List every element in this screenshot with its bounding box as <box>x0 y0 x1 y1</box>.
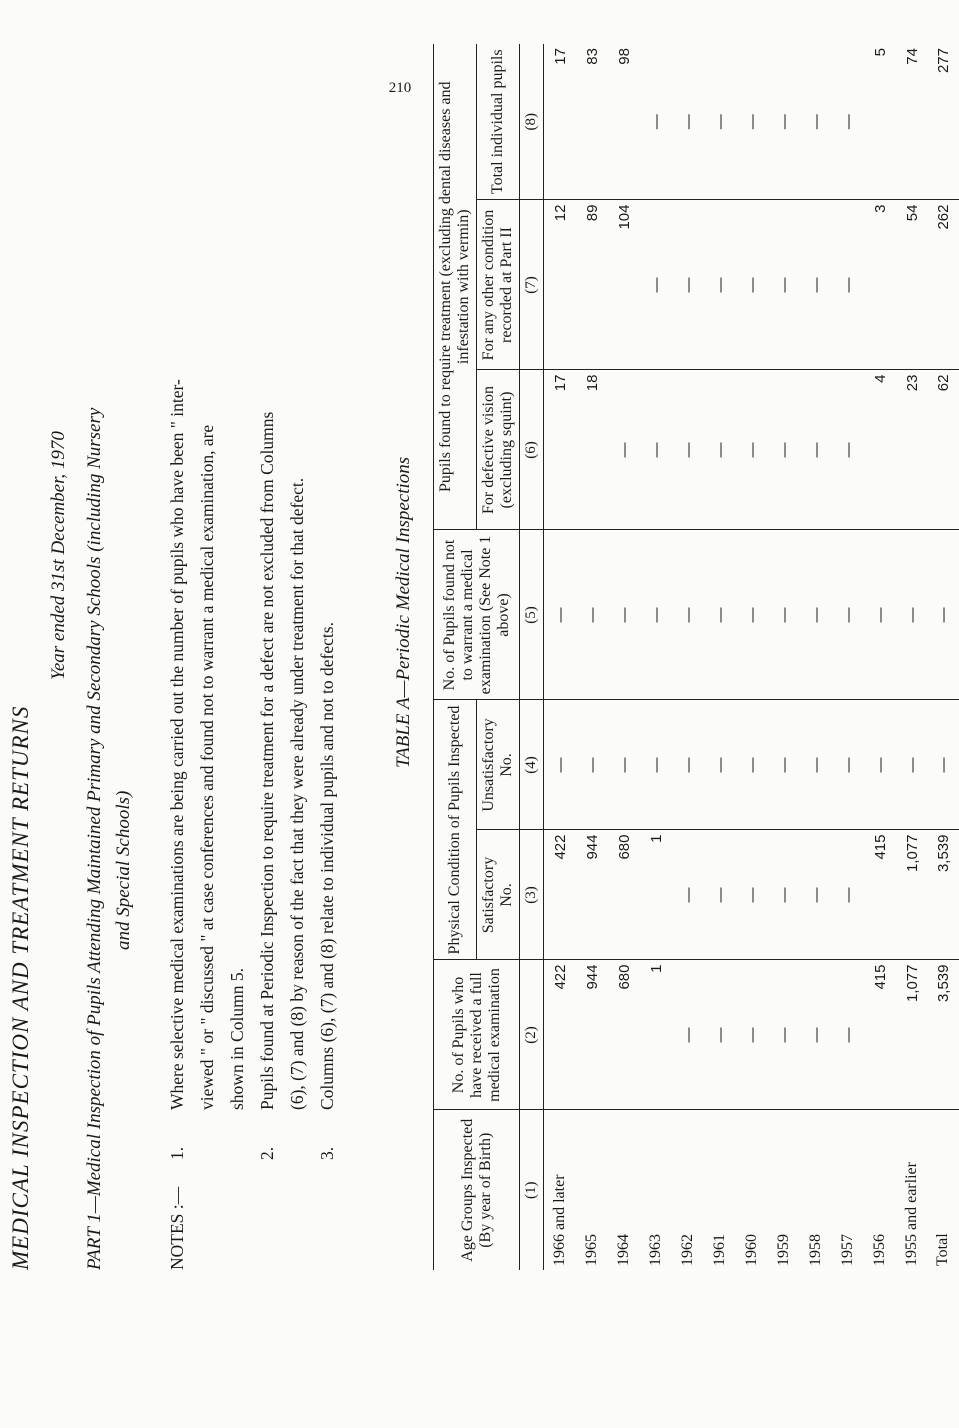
cell-other-condition: 89 <box>576 200 608 370</box>
col-header-not-warrant: No. of Pupils found not to warrant a medical examination (See Note 1 above) <box>434 530 520 700</box>
cell-not-warrant: — <box>672 530 704 700</box>
cell-unsatisfactory: — <box>704 700 736 830</box>
cell-satisfactory: — <box>768 830 800 960</box>
cell-examined: 944 <box>576 960 608 1110</box>
cell-examined: — <box>768 960 800 1110</box>
cell-other-condition: — <box>672 200 704 370</box>
table-row <box>704 44 736 1270</box>
cell-examined: — <box>832 960 864 1110</box>
col-number-5: (5) <box>520 530 544 700</box>
cell-not-warrant: — <box>864 530 896 700</box>
cell-not-warrant: — <box>832 530 864 700</box>
cell-total-individual: 98 <box>608 44 640 200</box>
cell-unsatisfactory: — <box>608 700 640 830</box>
cell-other-condition: 12 <box>544 200 577 370</box>
cell-total-individual: — <box>704 44 736 200</box>
cell-defective-vision: 4 <box>864 370 896 530</box>
col-number-4: (4) <box>520 700 544 830</box>
cell-age: 1956 <box>864 1110 896 1270</box>
cell-other-condition: 104 <box>608 200 640 370</box>
note-2-line-1: Pupils found at Periodic Inspection to require treatment for a defect are not excluded from Columns <box>257 411 277 1110</box>
part-heading-line-1: PART 1—Medical Inspection of Pupils Attending Maintained Primary and Secondary Schools (including Nursery <box>84 407 105 1270</box>
cell-age: Total <box>928 1110 959 1270</box>
cell-other-condition: — <box>640 200 672 370</box>
cell-examined: — <box>736 960 768 1110</box>
cell-examined: 1 <box>640 960 672 1110</box>
year-line: Year ended 31st December, 1970 <box>48 431 69 680</box>
cell-not-warrant: — <box>544 530 577 700</box>
cell-total-individual: — <box>672 44 704 200</box>
note-2-line-2: (6), (7) and (8) by reason of the fact that they were already under treatment for that defect. <box>287 477 307 1110</box>
table-title: TABLE A—Periodic Medical Inspections <box>393 456 414 768</box>
col-number-6: (6) <box>520 370 544 530</box>
cell-satisfactory: 680 <box>608 830 640 960</box>
table-row-total <box>928 44 959 1270</box>
cell-unsatisfactory: — <box>768 700 800 830</box>
cell-unsatisfactory: — <box>736 700 768 830</box>
cell-defective-vision: — <box>736 370 768 530</box>
cell-defective-vision: — <box>672 370 704 530</box>
cell-not-warrant: — <box>736 530 768 700</box>
cell-total-individual: — <box>832 44 864 200</box>
cell-defective-vision: — <box>704 370 736 530</box>
cell-examined: 422 <box>544 960 577 1110</box>
cell-not-warrant: — <box>640 530 672 700</box>
cell-age: 1958 <box>800 1110 832 1270</box>
cell-examined: — <box>800 960 832 1110</box>
note-3-number: 3. <box>317 1146 337 1160</box>
cell-age: 1965 <box>576 1110 608 1270</box>
cell-not-warrant: — <box>896 530 928 700</box>
cell-total-individual: 74 <box>896 44 928 200</box>
col-number-3: (3) <box>520 830 544 960</box>
cell-not-warrant: — <box>928 530 959 700</box>
cell-not-warrant: — <box>608 530 640 700</box>
table-row <box>896 44 928 1270</box>
cell-other-condition: — <box>800 200 832 370</box>
col-number-8: (8) <box>520 44 544 200</box>
col-header-treatment-group: Pupils found to require treatment (excluding dental diseases and infestation with vermin) <box>434 44 477 530</box>
cell-total-individual: — <box>800 44 832 200</box>
cell-satisfactory: 1,077 <box>896 830 928 960</box>
cell-age: 1962 <box>672 1110 704 1270</box>
col-number-2: (2) <box>520 960 544 1110</box>
note-1-line-1: Where selective medical examinations are being carried out the number of pupils who have been " inter- <box>167 379 187 1110</box>
cell-satisfactory: 415 <box>864 830 896 960</box>
cell-defective-vision: — <box>800 370 832 530</box>
part-heading-line-2: and Special Schools) <box>113 790 134 950</box>
cell-total-individual: 17 <box>544 44 577 200</box>
notes-label: NOTES :— <box>167 1186 187 1270</box>
note-1-number: 1. <box>167 1146 187 1160</box>
cell-total-individual: — <box>768 44 800 200</box>
cell-examined: 1,077 <box>896 960 928 1110</box>
cell-not-warrant: — <box>576 530 608 700</box>
cell-other-condition: 262 <box>928 200 959 370</box>
table-row <box>672 44 704 1270</box>
col-header-physical-condition: Physical Condition of Pupils Inspected <box>434 700 477 960</box>
cell-unsatisfactory: — <box>672 700 704 830</box>
cell-satisfactory: 3,539 <box>928 830 959 960</box>
cell-defective-vision: — <box>768 370 800 530</box>
cell-defective-vision: 17 <box>544 370 577 530</box>
cell-not-warrant: — <box>768 530 800 700</box>
cell-unsatisfactory: — <box>640 700 672 830</box>
col-number-1: (1) <box>520 1110 544 1270</box>
cell-satisfactory: 422 <box>544 830 577 960</box>
cell-examined: 680 <box>608 960 640 1110</box>
cell-examined: 3,539 <box>928 960 959 1110</box>
table-row <box>544 44 577 1270</box>
cell-age: 1959 <box>768 1110 800 1270</box>
cell-defective-vision: 62 <box>928 370 959 530</box>
col-header-no-pupils: No. of Pupils who have received a full medical examination <box>434 960 520 1110</box>
note-1-line-3: shown in Column 5. <box>227 968 247 1110</box>
cell-total-individual: 277 <box>928 44 959 200</box>
cell-examined: 415 <box>864 960 896 1110</box>
unsatisfactory-no-label: No. <box>498 753 515 777</box>
page-number: 210 <box>388 80 412 96</box>
cell-other-condition: 3 <box>864 200 896 370</box>
col-header-defective-vision: For defective vision (excluding squint) <box>477 370 520 530</box>
col-header-unsatisfactory <box>477 700 520 830</box>
cell-unsatisfactory: — <box>800 700 832 830</box>
cell-total-individual: 83 <box>576 44 608 200</box>
cell-satisfactory: — <box>672 830 704 960</box>
cell-examined: — <box>672 960 704 1110</box>
cell-total-individual: — <box>736 44 768 200</box>
note-2-number: 2. <box>257 1146 277 1160</box>
cell-age: 1963 <box>640 1110 672 1270</box>
col-header-total-individual: Total individual pupils <box>477 44 520 200</box>
cell-satisfactory: — <box>736 830 768 960</box>
cell-not-warrant: — <box>800 530 832 700</box>
cell-satisfactory: 1 <box>640 830 672 960</box>
col-header-age-groups: Age Groups Inspected (By year of Birth) <box>434 1110 520 1270</box>
cell-defective-vision: — <box>832 370 864 530</box>
cell-age: 1964 <box>608 1110 640 1270</box>
cell-not-warrant: — <box>704 530 736 700</box>
table-row <box>640 44 672 1270</box>
cell-age: 1955 and earlier <box>896 1110 928 1270</box>
cell-unsatisfactory: — <box>544 700 577 830</box>
cell-other-condition: 54 <box>896 200 928 370</box>
cell-other-condition: — <box>704 200 736 370</box>
unsatisfactory-label: Unsatisfactory <box>480 718 497 812</box>
table-row <box>832 44 864 1270</box>
cell-age: 1960 <box>736 1110 768 1270</box>
cell-defective-vision: 23 <box>896 370 928 530</box>
cell-defective-vision: 18 <box>576 370 608 530</box>
satisfactory-no-label: No. <box>498 883 515 907</box>
cell-satisfactory: 944 <box>576 830 608 960</box>
cell-satisfactory: — <box>704 830 736 960</box>
cell-age: 1966 and later <box>544 1110 577 1270</box>
cell-total-individual: — <box>640 44 672 200</box>
cell-satisfactory: — <box>800 830 832 960</box>
cell-unsatisfactory: — <box>576 700 608 830</box>
note-3-line-1: Columns (6), (7) and (8) relate to individual pupils and not to defects. <box>317 622 337 1110</box>
table-row <box>864 44 896 1270</box>
note-1-line-2: viewed " or " discussed " at case conferences and found not to warrant a medical examination, are <box>197 424 217 1110</box>
cell-other-condition: — <box>736 200 768 370</box>
cell-examined: — <box>704 960 736 1110</box>
cell-age: 1961 <box>704 1110 736 1270</box>
table-row <box>608 44 640 1270</box>
table-row <box>576 44 608 1270</box>
table-row <box>800 44 832 1270</box>
cell-satisfactory: — <box>832 830 864 960</box>
cell-total-individual: 5 <box>864 44 896 200</box>
cell-defective-vision: — <box>640 370 672 530</box>
page-heading: MEDICAL INSPECTION AND TREATMENT RETURNS <box>8 705 33 1270</box>
satisfactory-label: Satisfactory <box>480 856 497 934</box>
rotated-page-content <box>0 40 952 1280</box>
col-header-other-condition: For any other condition recorded at Part II <box>477 200 520 370</box>
notes-section <box>162 70 342 1270</box>
table-row <box>736 44 768 1270</box>
cell-other-condition: — <box>768 200 800 370</box>
periodic-inspections-table <box>433 44 959 1270</box>
col-number-7: (7) <box>520 200 544 370</box>
cell-age: 1957 <box>832 1110 864 1270</box>
cell-unsatisfactory: — <box>928 700 959 830</box>
col-header-satisfactory <box>477 830 520 960</box>
cell-other-condition: — <box>832 200 864 370</box>
cell-unsatisfactory: — <box>832 700 864 830</box>
cell-unsatisfactory: — <box>864 700 896 830</box>
cell-unsatisfactory: — <box>896 700 928 830</box>
table-row <box>768 44 800 1270</box>
cell-defective-vision: — <box>608 370 640 530</box>
